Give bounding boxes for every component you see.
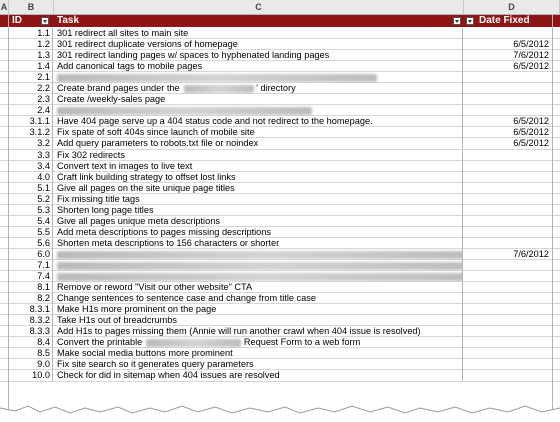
date-fixed-cell[interactable] — [464, 293, 552, 304]
date-fixed-cell[interactable] — [464, 216, 552, 227]
date-fixed-cell[interactable] — [464, 227, 552, 238]
task-text-suffix: ' directory — [253, 83, 296, 94]
data-rows — [0, 28, 560, 382]
id-cell[interactable]: 8.5 — [9, 348, 53, 359]
task-cell[interactable] — [54, 94, 463, 105]
task-text: 301 redirect duplicate versions of homepage — [57, 39, 238, 50]
table-row — [0, 359, 560, 370]
table-row — [0, 172, 560, 183]
task-text-suffix: Request Form to a web form — [241, 337, 361, 348]
table-row — [0, 127, 560, 138]
id-cell[interactable]: 3.3 — [9, 150, 53, 161]
task-text: Create /weekly-sales page — [57, 94, 166, 105]
id-cell[interactable]: 6.0 — [9, 249, 53, 260]
task-cell[interactable] — [54, 304, 463, 315]
id-cell[interactable]: 5.6 — [9, 238, 53, 249]
task-text: Craft link building strategy to offset lost links — [57, 171, 236, 182]
task-cell[interactable] — [54, 127, 463, 138]
date-fixed-cell[interactable] — [464, 271, 552, 282]
date-fixed-cell[interactable] — [464, 94, 552, 105]
id-cell[interactable]: 1.2 — [9, 39, 53, 50]
task-cell[interactable] — [54, 72, 463, 83]
task-cell[interactable] — [54, 359, 463, 370]
task-cell[interactable] — [54, 150, 463, 161]
task-cell[interactable] — [54, 315, 463, 326]
redacted-text — [146, 339, 241, 347]
task-cell[interactable] — [54, 227, 463, 238]
id-cell[interactable]: 8.1 — [9, 282, 53, 293]
table-row — [0, 348, 560, 359]
task-text: Add H1s to pages missing them (Annie will run another crawl when 404 issue is resolved) — [57, 326, 421, 337]
task-cell[interactable] — [54, 282, 463, 293]
task-cell[interactable] — [54, 260, 463, 271]
task-text: Shorten long page titles — [57, 204, 154, 215]
date-fixed-cell[interactable]: 6/5/2012 — [513, 39, 549, 50]
id-cell[interactable]: 3.4 — [9, 161, 53, 172]
task-cell[interactable] — [54, 326, 463, 337]
task-cell[interactable] — [54, 205, 463, 216]
id-cell[interactable]: 8.3.3 — [9, 326, 53, 337]
table-row — [0, 61, 560, 72]
task-text: Fix site search so it generates query parameters — [57, 359, 254, 370]
task-text: Add query parameters to robots.txt file or noindex — [57, 138, 259, 149]
id-cell[interactable]: 7.1 — [9, 260, 53, 271]
column-header-bar — [0, 0, 560, 15]
header-id-label: ID — [12, 15, 22, 26]
task-cell[interactable] — [54, 161, 463, 172]
task-text: Remove or reword "Visit our other website" CTA — [57, 282, 253, 293]
task-text: Add meta descriptions to pages missing descriptions — [57, 226, 271, 237]
column-header-a[interactable]: A — [0, 2, 8, 12]
task-cell[interactable] — [54, 194, 463, 205]
id-cell[interactable]: 8.3.2 — [9, 315, 53, 326]
id-cell[interactable]: 5.3 — [9, 205, 53, 216]
task-text: Fix missing title tags — [57, 193, 140, 204]
id-cell[interactable]: 1.3 — [9, 50, 53, 61]
id-cell[interactable]: 7.4 — [9, 271, 53, 282]
task-cell[interactable] — [54, 249, 463, 260]
task-cell[interactable] — [54, 28, 463, 39]
table-row — [0, 304, 560, 315]
task-text: Change sentences to sentence case and change from title case — [57, 293, 316, 304]
id-cell[interactable]: 8.3.1 — [9, 304, 53, 315]
table-row — [0, 83, 560, 94]
date-fixed-cell[interactable] — [464, 194, 552, 205]
task-cell[interactable] — [54, 216, 463, 227]
date-fixed-cell[interactable] — [464, 238, 552, 249]
table-row — [0, 337, 560, 348]
header-date-cell[interactable] — [464, 15, 560, 27]
table-row — [0, 260, 560, 271]
task-cell[interactable] — [54, 348, 463, 359]
table-row — [0, 72, 560, 83]
task-cell[interactable] — [54, 238, 463, 249]
date-fixed-cell[interactable] — [464, 161, 552, 172]
header-task-label: Task — [57, 15, 80, 26]
task-text: Convert the printable — [57, 337, 143, 348]
table-row — [0, 227, 560, 238]
table-header-row — [0, 15, 560, 27]
column-header-d[interactable]: D — [464, 0, 560, 14]
redacted-text — [57, 262, 463, 270]
table-row — [0, 194, 560, 205]
date-fixed-cell[interactable] — [464, 315, 552, 326]
id-cell[interactable]: 5.1 — [9, 183, 53, 194]
date-fixed-cell[interactable] — [464, 72, 552, 83]
id-cell[interactable]: 4.0 — [9, 172, 53, 183]
table-row — [0, 271, 560, 282]
task-cell[interactable] — [54, 39, 463, 50]
torn-edge — [0, 402, 560, 422]
task-text: 301 redirect landing pages w/ spaces to hyphenated landing pages — [57, 50, 330, 61]
table-row — [0, 28, 560, 39]
task-text: Make social media buttons more prominent — [57, 348, 233, 359]
column-divider — [552, 15, 553, 422]
table-row — [0, 326, 560, 337]
task-cell[interactable] — [54, 116, 463, 127]
task-cell[interactable] — [54, 293, 463, 304]
date-fixed-cell[interactable]: 7/6/2012 — [513, 248, 549, 259]
redacted-text — [57, 107, 312, 115]
task-text: Fix spate of soft 404s since launch of mobile site — [57, 127, 255, 138]
header-date-label: Date Fixed — [479, 15, 530, 26]
task-cell[interactable] — [54, 83, 463, 94]
redacted-text — [57, 74, 377, 82]
table-row — [0, 150, 560, 161]
task-text: Create brand pages under the — [57, 83, 180, 94]
task-cell[interactable] — [54, 370, 463, 381]
task-text: Add canonical tags to mobile pages — [57, 61, 203, 72]
task-text: Have 404 page serve up a 404 status code and not redirect to the homepage. — [57, 116, 373, 127]
task-text: Convert text in images to live text — [57, 160, 193, 171]
table-row — [0, 138, 560, 149]
date-fixed-cell[interactable] — [464, 260, 552, 271]
date-fixed-cell[interactable]: 6/5/2012 — [513, 138, 549, 149]
table-row — [0, 116, 560, 127]
id-cell[interactable]: 2.2 — [9, 83, 53, 94]
date-fixed-cell[interactable] — [464, 150, 552, 161]
table-row — [0, 183, 560, 194]
id-cell[interactable]: 3.2 — [9, 138, 53, 149]
id-cell[interactable]: 9.0 — [9, 359, 53, 370]
id-cell[interactable]: 1.1 — [9, 28, 53, 39]
date-fixed-cell[interactable] — [464, 359, 552, 370]
filter-dropdown-icon[interactable] — [453, 17, 461, 25]
date-fixed-cell[interactable] — [464, 28, 552, 39]
task-cell[interactable] — [54, 105, 463, 116]
id-cell[interactable]: 5.2 — [9, 194, 53, 205]
task-cell[interactable] — [54, 183, 463, 194]
task-cell[interactable] — [54, 271, 463, 282]
task-cell[interactable] — [54, 138, 463, 149]
task-cell[interactable] — [54, 337, 463, 348]
table-row — [0, 249, 560, 260]
task-text: Give all pages unique meta descriptions — [57, 215, 220, 226]
table-row — [0, 238, 560, 249]
table-row — [0, 205, 560, 216]
redacted-text — [57, 273, 463, 281]
column-divider — [8, 15, 9, 422]
date-fixed-cell[interactable] — [464, 105, 552, 116]
date-fixed-cell[interactable] — [464, 326, 552, 337]
header-id-cell[interactable] — [9, 15, 54, 27]
task-text: 301 redirect all sites to main site — [57, 28, 189, 38]
id-cell[interactable]: 5.4 — [9, 216, 53, 227]
table-row — [0, 315, 560, 326]
date-fixed-cell[interactable] — [464, 172, 552, 183]
date-fixed-cell[interactable] — [464, 304, 552, 315]
table-row — [0, 216, 560, 227]
task-cell[interactable] — [54, 61, 463, 72]
date-fixed-cell[interactable] — [464, 183, 552, 194]
task-text: Fix 302 redirects — [57, 149, 125, 160]
table-row — [0, 50, 560, 61]
table-row — [0, 94, 560, 105]
date-fixed-cell[interactable]: 7/6/2012 — [513, 50, 549, 61]
date-fixed-cell[interactable]: 6/5/2012 — [513, 61, 549, 72]
table-row — [0, 282, 560, 293]
column-header-c[interactable]: C — [54, 0, 464, 14]
id-cell[interactable]: 10.0 — [9, 370, 53, 381]
filter-dropdown-icon[interactable] — [41, 17, 49, 25]
date-fixed-cell[interactable]: 6/5/2012 — [513, 116, 549, 127]
date-fixed-cell[interactable] — [464, 370, 552, 381]
table-row — [0, 370, 560, 381]
table-row — [0, 39, 560, 50]
id-cell[interactable]: 3.1.1 — [9, 116, 53, 127]
task-text: Make H1s more prominent on the page — [57, 304, 217, 315]
table-row — [0, 161, 560, 172]
filter-dropdown-icon[interactable] — [466, 17, 474, 25]
date-fixed-cell[interactable] — [464, 83, 552, 94]
date-fixed-cell[interactable] — [464, 337, 552, 348]
date-fixed-cell[interactable] — [464, 282, 552, 293]
task-text: Check for did in sitemap when 404 issues are resolved — [57, 370, 280, 381]
id-cell[interactable]: 2.3 — [9, 94, 53, 105]
id-cell[interactable]: 2.1 — [9, 72, 53, 83]
id-cell[interactable]: 8.2 — [9, 293, 53, 304]
table-row — [0, 293, 560, 304]
task-cell[interactable] — [54, 50, 463, 61]
task-text: Give all pages on the site unique page titles — [57, 182, 235, 193]
id-cell[interactable]: 1.4 — [9, 61, 53, 72]
task-text: Shorten meta descriptions to 156 characters or shorter — [57, 237, 280, 248]
date-fixed-cell[interactable]: 6/5/2012 — [513, 127, 549, 138]
redacted-text — [57, 251, 463, 259]
task-cell[interactable] — [54, 172, 463, 183]
header-task-cell[interactable] — [54, 15, 464, 27]
id-cell[interactable]: 3.1.2 — [9, 127, 53, 138]
redacted-text — [184, 85, 254, 93]
id-cell[interactable]: 5.5 — [9, 227, 53, 238]
date-fixed-cell[interactable] — [464, 205, 552, 216]
table-row — [0, 105, 560, 116]
id-cell[interactable]: 2.4 — [9, 105, 53, 116]
column-header-b[interactable]: B — [9, 0, 54, 14]
id-cell[interactable]: 8.4 — [9, 337, 53, 348]
task-text: Take H1s out of breadcrumbs — [57, 315, 178, 326]
date-fixed-cell[interactable] — [464, 348, 552, 359]
